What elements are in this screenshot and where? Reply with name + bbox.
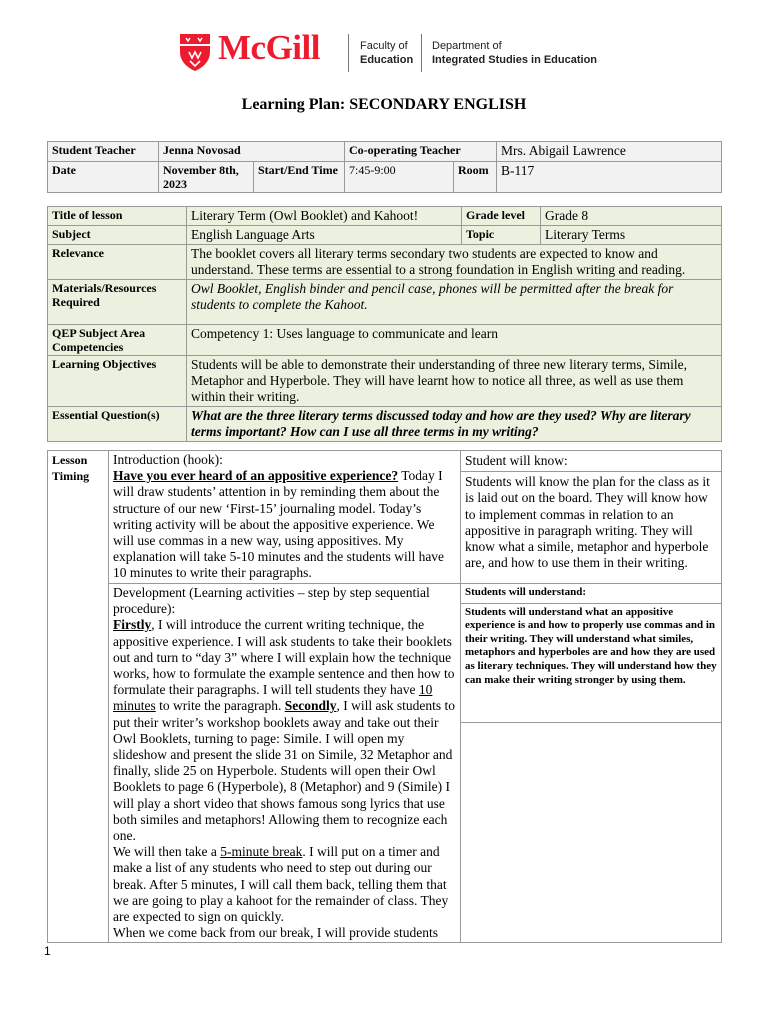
introduction-cell bbox=[109, 451, 461, 584]
teacher-info-table bbox=[47, 141, 722, 193]
label-lesson-timing: Lesson Timing bbox=[48, 451, 109, 943]
label-date: Date bbox=[48, 162, 159, 193]
header-divider bbox=[348, 34, 349, 72]
student-know-cell bbox=[461, 451, 722, 584]
label-subject: Subject bbox=[48, 226, 187, 245]
label-student-will-know: Student will know: bbox=[461, 451, 721, 472]
student-teacher-value: Jenna Novosad bbox=[159, 142, 345, 162]
qep-value: Competency 1: Uses language to communicate and learn bbox=[187, 325, 722, 356]
label-students-will-understand: Students will understand: bbox=[461, 584, 722, 604]
department-label: Department of Integrated Studies in Education bbox=[432, 40, 598, 66]
lesson-info-table bbox=[47, 206, 722, 442]
page-title: Learning Plan: SECONDARY ENGLISH bbox=[241, 96, 527, 113]
date-value: November 8th, 2023 bbox=[159, 162, 254, 193]
relevance-value: The booklet covers all literary terms secondary two students are expected to know and understand. These terms are essential to a strong foundation in English writing and reading. bbox=[187, 245, 722, 280]
time-value: 7:45-9:00 bbox=[345, 162, 454, 193]
objectives-value: Students will be able to demonstrate their understanding of three new literary terms, Simile, Metaphor and Hyperbole. They will have learnt how to notice all three, as well as use them within their writing. bbox=[187, 356, 722, 407]
lesson-title-value: Literary Term (Owl Booklet) and Kahoot! bbox=[187, 207, 462, 226]
label-relevance: Relevance bbox=[48, 245, 187, 280]
label-start-end-time: Start/End Time bbox=[254, 162, 345, 193]
development-paragraph-3: When we come back from our break, I will provide students bbox=[113, 925, 439, 941]
label-essential-questions: Essential Question(s) bbox=[48, 407, 187, 442]
page-number: 1 bbox=[44, 944, 51, 958]
label-qep: QEP Subject Area Competencies bbox=[48, 325, 187, 356]
mcgill-crest-icon bbox=[178, 32, 212, 72]
subject-value: English Language Arts bbox=[187, 226, 462, 245]
lesson-table bbox=[47, 450, 722, 943]
coop-teacher-value: Mrs. Abigail Lawrence bbox=[497, 142, 722, 162]
empty-cell bbox=[461, 722, 722, 943]
essential-question-value: What are the three literary terms discussed today and how are they used? Why are literary terms important? How can I use all three terms in my writing? bbox=[187, 407, 722, 442]
room-value: B-117 bbox=[497, 162, 722, 193]
faculty-label: Faculty of Education bbox=[360, 40, 414, 66]
materials-value: Owl Booklet, English binder and pencil case, phones will be permitted after the break for students to complete the Kahoot. bbox=[187, 280, 722, 325]
brand-name: McGill bbox=[218, 28, 320, 67]
label-materials: Materials/Resources Required bbox=[48, 280, 187, 325]
label-title-of-lesson: Title of lesson bbox=[48, 207, 187, 226]
students-understand-value: Students will understand what an appositive experience is and how to properly use commas and in their writing. They will understand what similes, metaphors and hyperboles are and how they are used as literary techniques. They will understand how they can make their writing stronger by using them. bbox=[461, 603, 722, 722]
development-paragraph-1: Firstly, I will introduce the current writing technique, the appositive experience. I will ask students to take their booklets out and turn to “day 3” where I will explain how the technique works, how to formulate the example sentence and then how to formulate their paragraphs. I will tell students they have 10 minutes to write the paragraph. Secondly, I will ask students to put their writer’s workshop booklets away and take out their Owl Booklets, turning to page: Simile. I will open my slideshow and present the slide 31 on Simile, 32 Metaphor and finally, slide 25 on Hyperbole. Students will open their Owl Booklets to page 6 (Hyperbole), 8 (Metaphor) and 9 (Simile) I will play a short video that shows famous song lyrics that use both similes and metaphors! Allowing them to recognize each one. bbox=[113, 617, 455, 844]
development-paragraph-2: We will then take a 5-minute break. I will put on a timer and make a list of any students who need to step out during our break. After 5 minutes, I will call them back, telling them that we are going to play a kahoot for the remainder of class. They are expected to sign on quickly. bbox=[113, 844, 449, 925]
label-room: Room bbox=[454, 162, 497, 193]
label-grade-level: Grade level bbox=[462, 207, 541, 226]
header-divider bbox=[421, 34, 422, 72]
label-learning-objectives: Learning Objectives bbox=[48, 356, 187, 407]
label-student-teacher: Student Teacher bbox=[48, 142, 159, 162]
development-cell bbox=[109, 584, 461, 943]
label-coop-teacher: Co-operating Teacher bbox=[345, 142, 497, 162]
label-topic: Topic bbox=[462, 226, 541, 245]
label-development: Development (Learning activities – step by step sequential procedure): bbox=[113, 585, 430, 617]
intro-body: Today I will draw students’ attention in by reminding them about the structure of our new ‘First-15’ journaling model. Today’s writing activity will be about the appositive experience. We will use commas in a new way, using appositives. My explanation will take 5-10 minutes and the students will have 10 minutes to write their paragraphs. bbox=[113, 468, 445, 581]
intro-hook-question: Have you ever heard of an appositive experience? bbox=[113, 468, 399, 484]
student-know-value: Students will know the plan for the class as it is laid out on the board. They will know how to implement commas in relation to an appositive in paragraph writing. They will know what a simile, metaphor and hyperbole are, and how to use them in their writing. bbox=[465, 474, 710, 571]
label-introduction: Introduction (hook): bbox=[113, 452, 223, 467]
topic-value: Literary Terms bbox=[541, 226, 722, 245]
page-header bbox=[178, 30, 598, 78]
grade-level-value: Grade 8 bbox=[541, 207, 722, 226]
